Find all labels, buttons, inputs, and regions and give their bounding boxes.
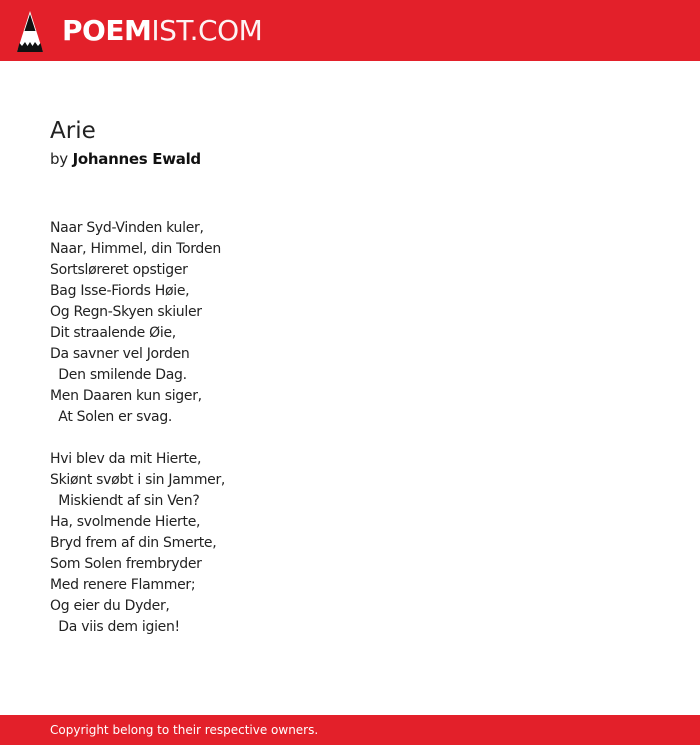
- poem-line: Med renere Flammer;: [50, 577, 196, 593]
- site-header: [0, 0, 700, 61]
- site-logo-text: [62, 14, 263, 47]
- poem-line: Skiønt svøbt i sin Jammer,: [50, 472, 226, 488]
- footer-copyright: Copyright belong to their respective owners.: [50, 723, 319, 737]
- byline-prefix: by: [50, 150, 68, 168]
- poem-line: Men Daaren kun siger,: [50, 388, 202, 404]
- poem-line: Naar, Himmel, din Torden: [50, 241, 221, 257]
- poem-line: Hvi blev da mit Hierte,: [50, 451, 202, 467]
- author-link[interactable]: Johannes Ewald: [72, 150, 201, 168]
- pencil-icon: [17, 11, 43, 52]
- poem-line: Da savner vel Jorden: [50, 346, 190, 362]
- poem-line: Den smilende Dag.: [50, 367, 187, 383]
- poem-line: [50, 428, 225, 449]
- poem-body: [50, 218, 225, 638]
- logo-light-text: IST.COM: [151, 14, 263, 47]
- poem-line: Som Solen frembryder: [50, 556, 202, 572]
- poem-line: Sortsløreret opstiger: [50, 262, 188, 278]
- poem-line: Naar Syd-Vinden kuler,: [50, 220, 204, 236]
- poem-line: Og eier du Dyder,: [50, 598, 170, 614]
- logo-bold-text: POEM: [62, 14, 152, 47]
- site-logo-link[interactable]: [17, 10, 262, 52]
- poem-line: Bag Isse-Fiords Høie,: [50, 283, 190, 299]
- poem-line: Ha, svolmende Hierte,: [50, 514, 201, 530]
- site-footer: [0, 715, 700, 745]
- poem-line: Bryd frem af din Smerte,: [50, 535, 217, 551]
- poem-line: Miskiendt af sin Ven?: [50, 493, 200, 509]
- poem-byline: [50, 148, 201, 170]
- poem-line: At Solen er svag.: [50, 409, 173, 425]
- poem-line: Dit straalende Øie,: [50, 325, 176, 341]
- poem-line: Da viis dem igien!: [50, 619, 180, 635]
- poem-line: Og Regn-Skyen skiuler: [50, 304, 202, 320]
- poem-title: Arie: [50, 118, 96, 144]
